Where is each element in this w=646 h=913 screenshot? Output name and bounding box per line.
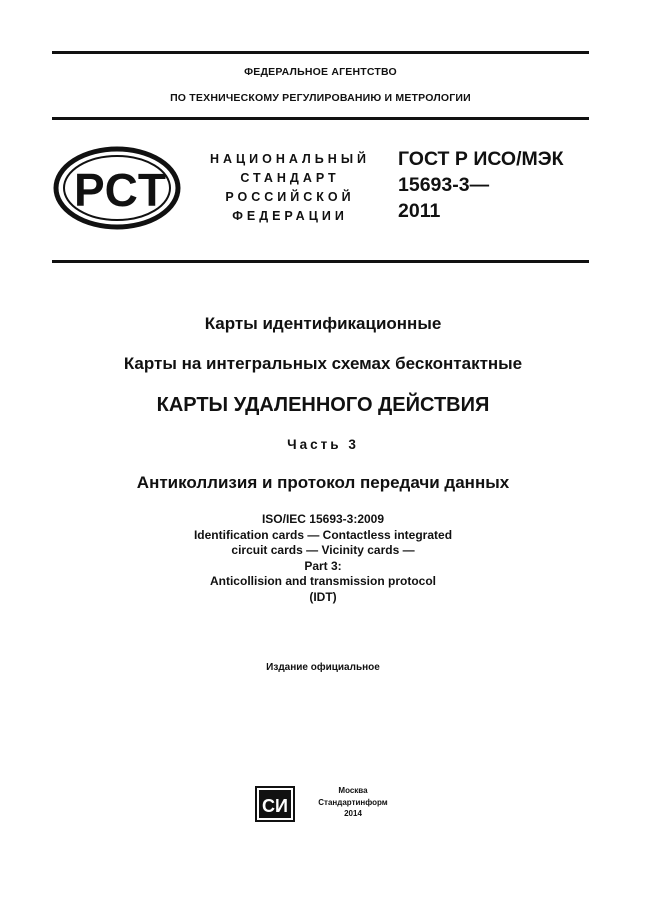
designation-line: ГОСТ Р ИСО/МЭК [398,148,564,170]
part-label: Часть 3 [287,437,359,452]
lower-rule [52,260,589,263]
publisher-city: Москва [338,786,368,795]
subtitle: Антиколлизия и протокол передачи данных [136,473,510,492]
title-line-2: Карты на интегральных схемах бесконтактные [123,354,523,373]
publisher-logo-text: СИ [262,796,288,816]
designation-line: 2011 [398,200,441,222]
title-line-3: КАРТЫ УДАЛЕННОГО ДЕЙСТВИЯ [156,394,490,416]
top-rule [52,51,589,54]
standartinform-logo-icon [255,786,295,822]
standard-designation [398,146,598,224]
iso-line: Anticollision and transmission protocol [209,574,437,588]
edition-label: Издание официальное [266,662,380,673]
designation-line: 15693-3— [398,174,490,196]
iso-line: (IDT) [309,589,337,604]
iso-line: Identification cards — Contactless integrated [193,527,453,542]
iso-reference [40,512,606,605]
standard-type-line: СТАНДАРТ [240,171,340,185]
standard-type-line: ФЕДЕРАЦИИ [232,209,348,223]
agency-line-1: ФЕДЕРАЛЬНОЕ АГЕНТСТВО [244,66,397,78]
publisher-name: Стандартинформ [318,797,388,807]
iso-line: circuit cards — Vicinity cards — [231,543,415,557]
standard-type-line: РОССИЙСКОЙ [225,190,355,204]
publisher-year: 2014 [344,809,362,818]
standard-type-line: НАЦИОНАЛЬНЫЙ [209,152,371,166]
publisher-block [308,785,398,820]
agency-line-2: ПО ТЕХНИЧЕСКОМУ РЕГУЛИРОВАНИЮ И МЕТРОЛОГИИ [170,92,471,104]
title-line-1: Карты идентификационные [204,314,442,333]
standard-type [204,150,376,226]
logo-text: PCT [74,164,166,216]
gost-r-certification-mark-icon [52,146,182,230]
middle-rule [52,117,589,120]
iso-line: Part 3: [304,558,342,573]
iso-line: ISO/IEC 15693-3:2009 [261,512,385,526]
